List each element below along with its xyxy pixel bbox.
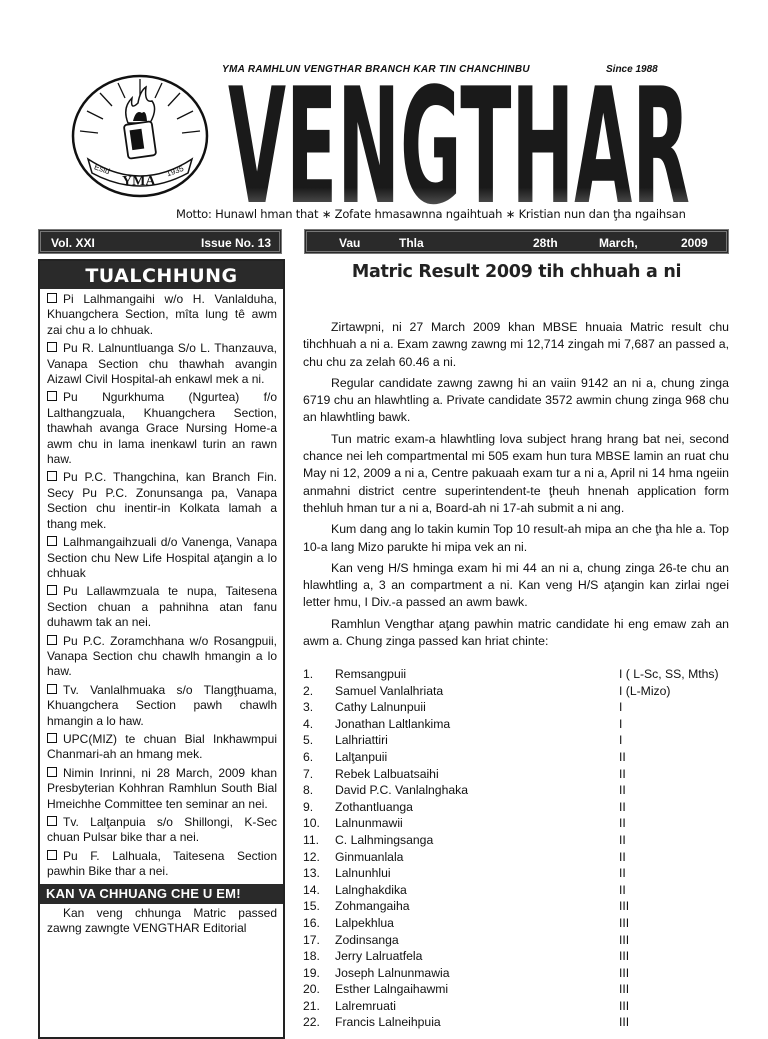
- result-name: Esther Lalngaihawmi: [335, 982, 449, 997]
- result-number: 6.: [303, 749, 314, 764]
- result-name: Jonathan Laltlankima: [335, 716, 451, 731]
- checkbox-bullet-icon: [47, 635, 57, 645]
- result-number: 22.: [303, 1015, 320, 1030]
- checkbox-bullet-icon: [47, 293, 57, 303]
- list-item: UPC(MIZ) te chuan Bial Inkhawmpui Chanmari-ah an hmang mek.: [47, 731, 277, 762]
- result-number: 13.: [303, 866, 320, 881]
- list-item: Pu Ngurkhuma (Ngurtea) f/o Lalthangzuala, Khuangchera Section, thawhah avanga Grace Nursing Home-a awm chu in lama inenkawl turin an rawn haw.: [47, 390, 277, 467]
- result-number: 1.: [303, 667, 314, 681]
- result-number: 4.: [303, 716, 314, 731]
- list-item: Tv. Vanlalhmuaka s/o Tlangţhuama, Khuangchera Section pawh chawlh hmangin a lo haw.: [47, 682, 277, 728]
- issue-day: Vau: [339, 236, 361, 250]
- list-item: Pu P.C. Thangchina, kan Branch Fin. Secy Pu P.C. Zonunsanga pa, Vanapa Section chu inentir-in Kolkata lamah a thang mek.: [47, 470, 277, 531]
- list-item: [303, 815, 733, 832]
- result-number: 2.: [303, 683, 314, 698]
- result-number: 12.: [303, 849, 320, 864]
- checkbox-bullet-icon: [47, 471, 57, 481]
- issue-bar-left: [38, 229, 282, 254]
- list-item: [303, 948, 733, 965]
- list-item: [303, 716, 733, 733]
- result-division: III: [619, 915, 630, 930]
- list-item: Pu Lallawmzuala te nupa, Taitesena Section chuan a pahnihna atan fanu duhawm tak an nei.: [47, 584, 277, 630]
- result-number: 20.: [303, 982, 320, 997]
- result-name: Lalnghakdika: [335, 882, 407, 897]
- result-name: Rebek Lalbuatsaihi: [335, 766, 439, 781]
- article-headline: Matric Result 2009 tih chhuah a ni: [351, 262, 682, 282]
- issue-number: Issue No. 13: [201, 236, 272, 250]
- result-name: David P.C. Vanlalnghaka: [335, 783, 469, 798]
- article-body: [303, 319, 729, 654]
- sidebar-footer-text: Kan veng chhunga Matric passed zawng zawngte VENGTHAR Editorial: [47, 905, 277, 935]
- result-division: III: [619, 965, 630, 980]
- result-name: C. Lalhmingsanga: [335, 832, 434, 847]
- article-paragraph: Tun matric exam-a hlawhtling lova subject hrang hrang bat nei, second chance nei leh compartmental mi 505 exam hun tura MBSE lamin an ruat chu May ni 12, 2009 a ni a, Centre pakuaah exam tur a ni a, April ni 14 hma ngeiin anmahni district centre superintendent-te ţheuh hnenah application form thehluh hman tur a ni a, Board-ah ni 17-ah submit a ni ang.: [303, 431, 729, 515]
- list-item: Lalhmangaihzuali d/o Vanenga, Vanapa Section chu New Life Hospital aţangin a lo chhuak: [47, 535, 277, 580]
- result-number: 21.: [303, 998, 320, 1013]
- checkbox-bullet-icon: [47, 767, 57, 777]
- article-paragraph: Kan veng H/S hminga exam hi mi 44 an ni a, chung zinga 26-te chu an hlawhtling a, 3 an compartment a ni. Kan veng H/S aţangin kan zirlai ngei letter hmu, I Div.-a passed an awm bawk.: [303, 560, 729, 610]
- issue-thla: Thla: [399, 236, 424, 250]
- list-item: Tv. Lalţanpuia s/o Shillongi, K-Sec chuan Pulsar bike thar a nei.: [47, 815, 277, 845]
- results-list: [303, 666, 733, 1031]
- result-division: III: [619, 982, 630, 997]
- result-number: 17.: [303, 932, 320, 947]
- issue-year: 2009: [681, 236, 708, 250]
- list-item: [303, 832, 733, 849]
- result-name: Lalnunhlui: [335, 866, 391, 881]
- logo-year: 1935: [165, 163, 185, 179]
- result-division: III: [619, 998, 630, 1013]
- result-division: III: [619, 1015, 630, 1030]
- article-paragraph: Zirtawpni, ni 27 March 2009 khan MBSE hnuaia Matric result chu tihchhuah a ni a. Exam zawng zawng mi 12,714 zingah mi 7,687 an passed a, chu chu za zelah 60.46 a ni.: [303, 320, 729, 369]
- checkbox-bullet-icon: [47, 391, 57, 401]
- result-name: Lalpekhlua: [335, 915, 394, 930]
- checkbox-bullet-icon: [47, 342, 57, 352]
- list-item: [303, 732, 733, 749]
- sidebar-tualchhung: [38, 259, 285, 1039]
- masthead-title-text: VENGTHAR: [228, 53, 690, 218]
- list-item: [303, 699, 733, 716]
- volume-label: Vol. XXI: [51, 236, 95, 250]
- issue-date: 28th: [533, 236, 558, 250]
- list-item: [303, 915, 733, 932]
- result-division: II: [619, 866, 626, 881]
- result-name: Francis Lalneihpuia: [335, 1015, 441, 1030]
- list-item: Pu P.C. Zoramchhana w/o Rosangpuii, Vanapa Section chu chawlh hmangin a lo haw.: [47, 633, 277, 679]
- yma-logo: [70, 73, 210, 199]
- issue-month: March,: [599, 236, 638, 250]
- masthead-since: Since 1988: [606, 64, 658, 75]
- list-item: [303, 799, 733, 816]
- result-name: Lalremruati: [335, 998, 396, 1013]
- result-number: 5.: [303, 733, 314, 748]
- result-number: 7.: [303, 766, 314, 781]
- list-item: Pu R. Lalnuntluanga S/o L. Thanzauva, Vanapa Section chu thawhah avangin Aizawl Civil Hospital-ah enkawl mek a ni.: [47, 341, 277, 387]
- article-paragraph: Ramhlun Vengthar aţang pawhin matric candidate hi eng emaw zah an awm a. Chung zinga passed kan hriat chinte:: [303, 616, 729, 649]
- result-division: II: [619, 849, 626, 864]
- result-number: 16.: [303, 915, 320, 930]
- result-number: 11.: [303, 832, 320, 847]
- result-name: Lalnunmawii: [335, 816, 403, 831]
- article-paragraph: Regular candidate zawng zawng hi an vaiin 9142 an ni a, chung zinga 6719 chu an hlawhtling a. Private candidate 3572 awmin chung zinga 968 chu an hlawhtling bawk.: [303, 375, 729, 425]
- masthead-tagline: YMA RAMHLUN VENGTHAR BRANCH KAR TIN CHANCHINBU: [222, 64, 530, 75]
- list-item: [303, 998, 733, 1015]
- result-name: Zodinsanga: [335, 932, 399, 947]
- result-name: Lalhriattiri: [335, 733, 388, 748]
- checkbox-bullet-icon: [47, 536, 57, 546]
- result-division: III: [619, 949, 630, 964]
- list-item: Nimin Inrinni, ni 28 March, 2009 khan Presbyterian Kohhran Ramhlun South Bial Hmeichhe Committee ten seminar an nei.: [47, 765, 277, 811]
- result-division: II: [619, 816, 626, 831]
- result-division: I (L-Mizo): [619, 683, 671, 698]
- result-name: Zothantluanga: [335, 799, 413, 814]
- checkbox-bullet-icon: [47, 816, 57, 826]
- result-number: 19.: [303, 965, 320, 980]
- list-item: [303, 782, 733, 799]
- checkbox-bullet-icon: [47, 733, 57, 743]
- result-division: II: [619, 749, 626, 764]
- list-item: [303, 749, 733, 766]
- result-division: II: [619, 799, 626, 814]
- list-item: [303, 865, 733, 882]
- masthead-motto: Motto: Hunawl hman that ∗ Zofate hmasawnna ngaihtuah ∗ Kristian nun dan ţha ngaihsan: [176, 207, 686, 221]
- list-item: [303, 666, 733, 683]
- result-division: III: [619, 932, 630, 947]
- list-item: [303, 882, 733, 899]
- result-division: II: [619, 766, 626, 781]
- sidebar-heading: TUALCHHUNG: [40, 261, 283, 289]
- logo-text: YMA: [122, 174, 156, 189]
- result-name: Cathy Lalnunpuii: [335, 700, 426, 715]
- result-name: Joseph Lalnunmawia: [335, 965, 450, 980]
- issue-bar-right: [304, 229, 729, 254]
- result-name: Lalţanpuii: [335, 749, 388, 764]
- result-number: 15.: [303, 899, 320, 914]
- result-name: Remsangpuii: [335, 667, 407, 681]
- list-item: [303, 981, 733, 998]
- result-number: 8.: [303, 783, 314, 798]
- list-item: [303, 898, 733, 915]
- result-number: 14.: [303, 882, 320, 897]
- result-number: 3.: [303, 700, 314, 715]
- result-division: I: [619, 716, 623, 731]
- result-number: 9.: [303, 799, 314, 814]
- list-item: Pu F. Lalhuala, Taitesena Section pawhin Bike thar a nei.: [47, 848, 277, 879]
- checkbox-bullet-icon: [47, 585, 57, 595]
- sidebar-heading-2: KAN VA CHHUANG CHE U EM!: [40, 884, 283, 904]
- list-item: [303, 965, 733, 982]
- result-division: I ( L-Sc, SS, Mths): [619, 667, 719, 681]
- checkbox-bullet-icon: [47, 850, 57, 860]
- result-division: I: [619, 733, 623, 748]
- sidebar-news-list: [40, 292, 283, 880]
- result-name: Samuel Vanlalhriata: [335, 683, 444, 698]
- result-division: II: [619, 882, 626, 897]
- list-item: [303, 932, 733, 949]
- checkbox-bullet-icon: [47, 684, 57, 694]
- result-number: 10.: [303, 816, 320, 831]
- result-division: III: [619, 899, 630, 914]
- list-item: [303, 1014, 733, 1031]
- result-division: I: [619, 700, 623, 715]
- list-item: [303, 849, 733, 866]
- result-name: Jerry Lalruatfela: [335, 949, 423, 964]
- list-item: Pi Lalhmangaihi w/o H. Vanlalduha, Khuangchera Section, mîta lung tê awm zai chu a lo chhuak.: [47, 292, 277, 337]
- result-division: II: [619, 783, 626, 798]
- result-name: Ginmuanlala: [335, 849, 404, 864]
- list-item: [303, 683, 733, 700]
- logo-estd: Estd: [92, 162, 112, 177]
- result-name: Zohmangaiha: [335, 899, 410, 914]
- result-division: II: [619, 832, 626, 847]
- list-item: [303, 766, 733, 783]
- result-number: 18.: [303, 949, 320, 964]
- article-paragraph: Kum dang ang lo takin kumin Top 10 result-ah mipa an che ţha hle a. Top 10-a lang Mizo parukte hi mipa vek an ni.: [303, 522, 729, 554]
